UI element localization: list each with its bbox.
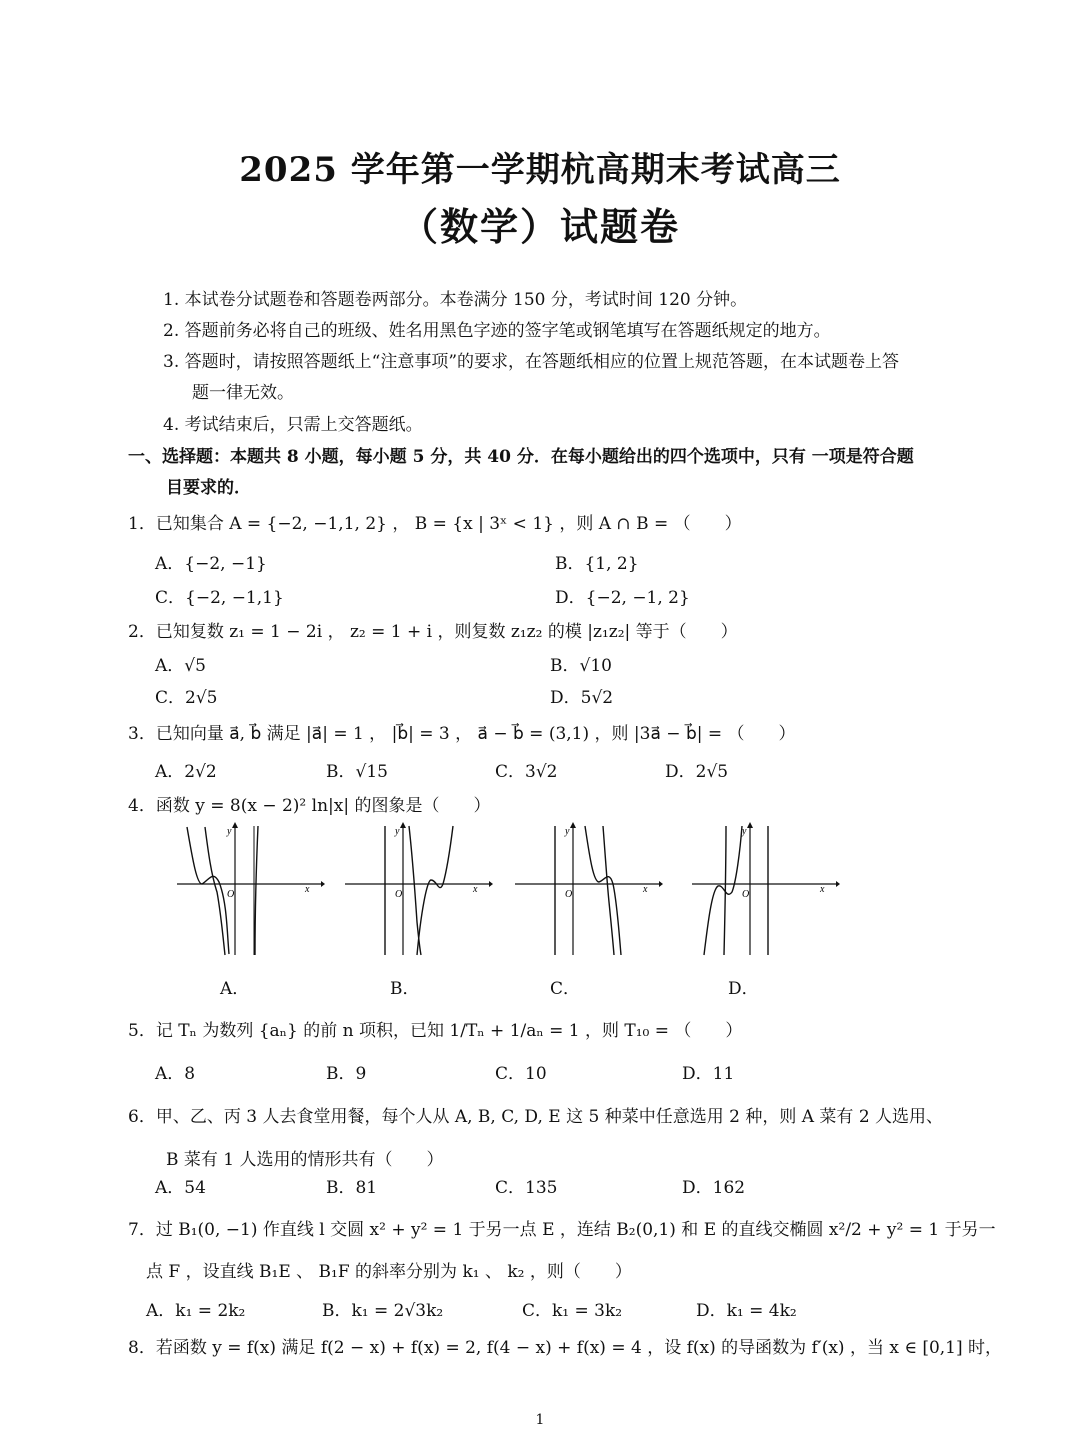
graph-c-origin: O <box>565 889 573 900</box>
graph-d-y-label: y <box>742 826 747 837</box>
question-7-option-d: D．k₁ = 4k₂ <box>696 1301 797 1321</box>
note-3: 3. 答题时，请按照答题纸上“注意事项”的要求，在答题纸相应的位置上规范答题，在本试题卷上答 <box>163 352 900 372</box>
question-5-option-a: A．8 <box>155 1064 196 1084</box>
question-5-option-c: C．10 <box>495 1064 547 1084</box>
question-2-option-c: C．2√5 <box>155 688 218 708</box>
question-6-option-d: D．162 <box>682 1178 746 1198</box>
question-4-option-d: D． <box>728 979 759 999</box>
question-5-option-d: D．11 <box>682 1064 735 1084</box>
question-2-option-a: A．√5 <box>155 656 206 676</box>
question-5-option-b: B．9 <box>326 1064 367 1084</box>
question-6-stem: 6．甲、乙、丙 3 人去食堂用餐，每个人从 A, B, C, D, E 这 5 种菜中任意选用 2 种，则 A 菜有 2 人选用、 <box>128 1107 944 1127</box>
graph-b-origin: O <box>395 889 403 900</box>
graph-a-y-label: y <box>227 826 232 837</box>
question-4-option-b: B． <box>390 979 420 999</box>
question-2-option-b: B．√10 <box>550 656 612 676</box>
graph-c-x-label: x <box>643 884 648 895</box>
question-1-option-c: C．{−2, −1,1} <box>155 588 284 608</box>
note-1: 1. 本试卷分试题卷和答题卷两部分。本卷满分 150 分，考试时间 120 分钟。 <box>163 290 748 310</box>
question-8-stem: 8．若函数 y = f(x) 满足 f(2 − x) + f(x) = 2, f(4 − x) + f(x) = 4 ，设 f(x) 的导函数为 f′(x) ，当 x ∈ [0,1] 时， <box>128 1338 1003 1358</box>
question-6-option-b: B．81 <box>326 1178 378 1198</box>
question-6-option-c: C．135 <box>495 1178 558 1198</box>
question-1-stem: 1．已知集合 A = {−2, −1,1, 2} ， B = {x | 3ˣ < 1} ，则 A ∩ B = （ ） <box>128 514 742 534</box>
question-1-option-a: A．{−2, −1} <box>155 554 267 574</box>
question-4-graph-d <box>690 822 840 957</box>
graph-a-origin: O <box>227 889 235 900</box>
question-4-graph-b <box>343 822 493 957</box>
question-3-option-c: C．3√2 <box>495 762 558 782</box>
section-heading: 一、选择题：本题共 8 小题，每小题 5 分，共 40 分．在每小题给出的四个选项中，只有 一项是符合题 <box>128 447 914 467</box>
note-2: 2. 答题前务必将自己的班级、姓名用黑色字迹的签字笔或钢笔填写在答题纸规定的地方。 <box>163 321 831 341</box>
graph-d-origin: O <box>742 889 750 900</box>
graph-b-x-label: x <box>473 884 478 895</box>
question-3-option-d: D．2√5 <box>665 762 729 782</box>
section-heading-cont: 目要求的． <box>166 478 251 498</box>
question-6-stem-cont: B 菜有 1 人选用的情形共有（ ） <box>166 1150 444 1170</box>
graph-a-x-label: x <box>305 884 310 895</box>
question-1-option-b: B．{1, 2} <box>555 554 639 574</box>
question-4-option-a: A． <box>220 979 250 999</box>
page-number: 1 <box>535 1412 545 1428</box>
question-4-graph-a <box>175 822 325 957</box>
graph-b-y-label: y <box>395 826 400 837</box>
exam-title-line2: （数学）试题卷 <box>399 204 680 249</box>
question-7-option-b: B．k₁ = 2√3k₂ <box>322 1301 444 1321</box>
question-1-option-d: D．{−2, −1, 2} <box>555 588 690 608</box>
graph-d-x-label: x <box>820 884 825 895</box>
question-3-stem: 3．已知向量 a⃗, b⃗ 满足 |a⃗| = 1 ， |b⃗| = 3 ， a⃗ − b⃗ = (3,1) ，则 |3a⃗ − b⃗| = （ ） <box>128 724 796 744</box>
question-4-graph-c <box>513 822 663 957</box>
note-4: 4. 考试结束后，只需上交答题纸。 <box>163 415 423 435</box>
exam-title-line1: 2025 学年第一学期杭高期末考试高三 <box>239 150 841 190</box>
question-5-stem: 5．记 Tₙ 为数列 {aₙ} 的前 n 项积，已知 1/Tₙ + 1/aₙ = 1 ，则 T₁₀ = （ ） <box>128 1021 743 1041</box>
question-7-stem: 7．过 B₁(0, −1) 作直线 l 交圆 x² + y² = 1 于另一点 E ，连结 B₂(0,1) 和 E 的直线交椭圆 x²/2 + y² = 1 于另一 <box>128 1220 996 1240</box>
note-3-cont: 题一律无效。 <box>192 383 294 403</box>
question-3-option-a: A．2√2 <box>155 762 217 782</box>
question-7-stem-cont: 点 F ，设直线 B₁E 、 B₁F 的斜率分别为 k₁ 、 k₂ ，则（ ） <box>146 1262 632 1282</box>
graph-c-y-label: y <box>565 826 570 837</box>
question-7-option-c: C．k₁ = 3k₂ <box>522 1301 623 1321</box>
question-7-option-a: A．k₁ = 2k₂ <box>146 1301 246 1321</box>
question-2-stem: 2．已知复数 z₁ = 1 − 2i ， z₂ = 1 + i ，则复数 z₁z₂ 的模 |z₁z₂| 等于（ ） <box>128 622 738 642</box>
question-3-option-b: B．√15 <box>326 762 388 782</box>
question-4-option-c: C． <box>550 979 581 999</box>
question-2-option-d: D．5√2 <box>550 688 614 708</box>
question-6-option-a: A．54 <box>155 1178 206 1198</box>
question-4-stem: 4．函数 y = 8(x − 2)² ln|x| 的图象是（ ） <box>128 796 491 816</box>
